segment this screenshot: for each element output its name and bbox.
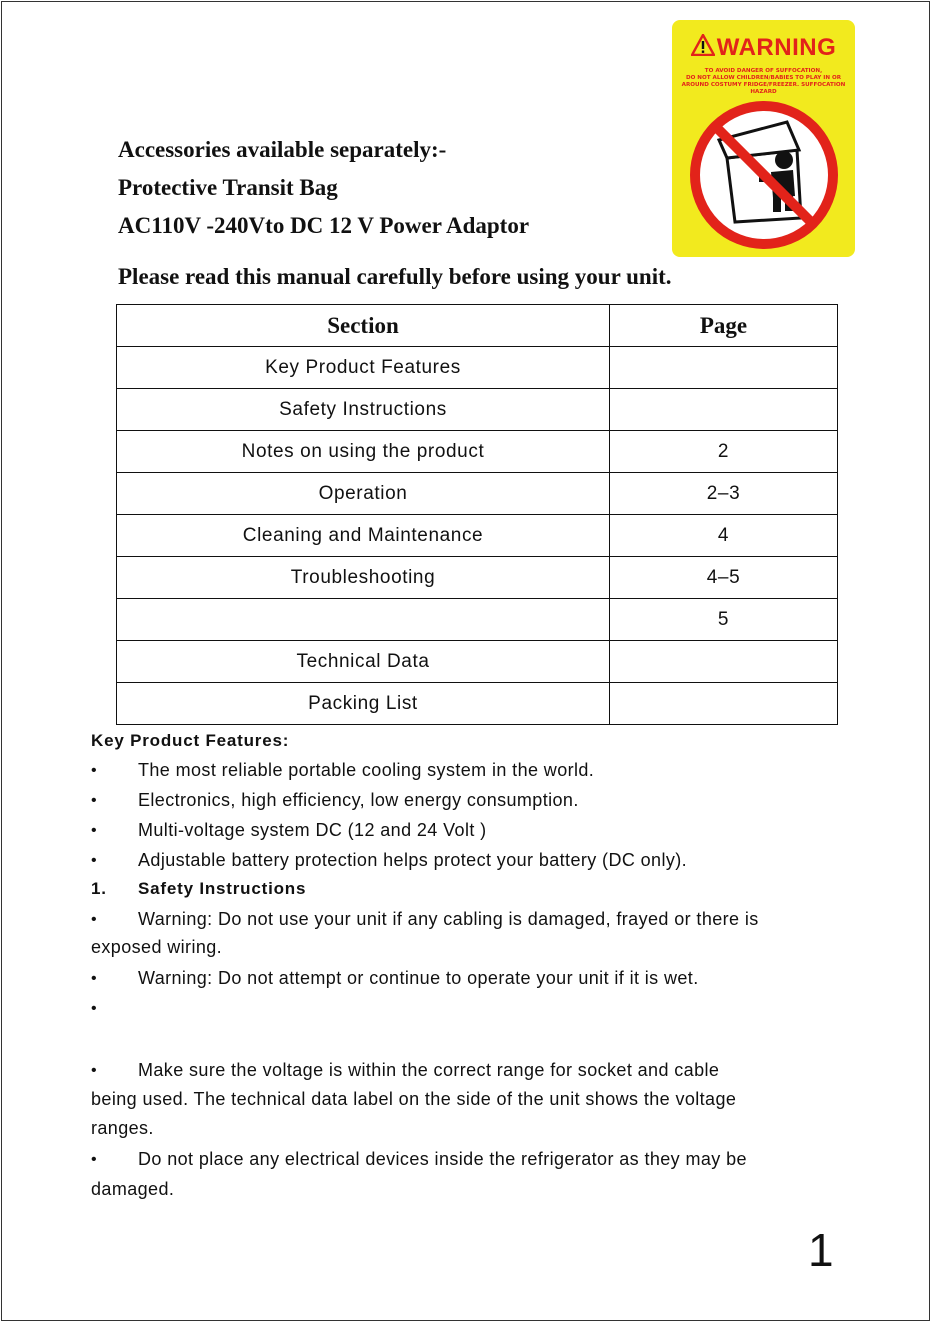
toc-page: 4–5 <box>610 557 838 599</box>
accessories-heading: Accessories available separately:- <box>118 137 447 162</box>
safety-item-line: ranges. <box>91 1118 154 1138</box>
toc-page: 4 <box>610 515 838 557</box>
toc-section: Safety Instructions <box>117 389 610 431</box>
read-manual-note: Please read this manual carefully before using your unit. <box>118 264 672 289</box>
toc-section: Notes on using the product <box>117 431 610 473</box>
safety-item-line: Do not place any electrical devices inside the refrigerator as they may be <box>138 1149 747 1169</box>
toc-section <box>117 599 610 641</box>
safety-number: 1. <box>91 879 107 898</box>
safety-item-line: Warning: Do not use your unit if any cabling is damaged, frayed or there is <box>138 909 759 929</box>
warning-triangle-icon <box>691 34 715 56</box>
bullet: • <box>91 970 97 987</box>
toc-section: Operation <box>117 473 610 515</box>
no-child-in-fridge-icon <box>689 100 839 250</box>
toc-page: 2 <box>610 431 838 473</box>
toc-page: 5 <box>610 599 838 641</box>
toc-page <box>610 641 838 683</box>
toc-row <box>117 473 838 515</box>
bullet: • <box>91 1062 97 1079</box>
feature-item: Multi-voltage system DC (12 and 24 Volt ) <box>138 820 487 840</box>
toc-page <box>610 389 838 431</box>
toc-section: Key Product Features <box>117 347 610 389</box>
safety-heading: Safety Instructions <box>138 879 307 898</box>
toc-page <box>610 683 838 725</box>
safety-item-line: Warning: Do not attempt or continue to operate your unit if it is wet. <box>138 968 699 988</box>
toc-row <box>117 431 838 473</box>
toc-section: Packing List <box>117 683 610 725</box>
bullet: • <box>91 911 97 928</box>
accessory-item: Protective Transit Bag <box>118 175 338 200</box>
accessory-item: AC110V -240Vto DC 12 V Power Adaptor <box>118 213 530 238</box>
toc-row <box>117 389 838 431</box>
safety-item-line: exposed wiring. <box>91 937 223 957</box>
toc-row <box>117 683 838 725</box>
toc-header-row <box>117 305 838 347</box>
toc-section: Technical Data <box>117 641 610 683</box>
safety-item-line: damaged. <box>91 1179 175 1199</box>
feature-item: Electronics, high efficiency, low energy consumption. <box>138 790 579 810</box>
bullet: • <box>91 852 97 869</box>
safety-item-line: Make sure the voltage is within the correct range for socket and cable <box>138 1060 720 1080</box>
bullet: • <box>91 1000 97 1017</box>
warning-title: WARNING <box>716 34 837 61</box>
table-of-contents <box>116 304 838 725</box>
bullet: • <box>91 762 97 779</box>
toc-row <box>117 515 838 557</box>
bullet: • <box>91 1151 97 1168</box>
warning-text-line: AROUND COSTUMY FRIDGE/FREEZER. SUFFOCATION HAZARD <box>681 82 846 95</box>
warning-text <box>676 68 851 96</box>
warning-text-line: DO NOT ALLOW CHILDREN/BABIES TO PLAY IN OR <box>685 75 842 81</box>
toc-row <box>117 641 838 683</box>
bullet: • <box>91 822 97 839</box>
bullet: • <box>91 792 97 809</box>
toc-row <box>117 557 838 599</box>
feature-item: The most reliable portable cooling system in the world. <box>138 760 595 780</box>
toc-section: Cleaning and Maintenance <box>117 515 610 557</box>
toc-row <box>117 599 838 641</box>
toc-page: 2–3 <box>610 473 838 515</box>
warning-text-line: TO AVOID DANGER OF SUFFOCATION, <box>704 68 823 74</box>
toc-page <box>610 347 838 389</box>
warning-heading <box>672 34 855 62</box>
safety-item-line: being used. The technical data label on the side of the unit shows the voltage <box>91 1089 737 1109</box>
warning-label <box>672 20 855 257</box>
toc-header-page: Page <box>610 305 838 347</box>
feature-item: Adjustable battery protection helps protect your battery (DC only). <box>138 850 688 870</box>
toc-row <box>117 347 838 389</box>
toc-header-section: Section <box>117 305 610 347</box>
key-features-heading: Key Product Features: <box>91 731 290 750</box>
toc-section: Troubleshooting <box>117 557 610 599</box>
page-number: 1 <box>808 1224 834 1276</box>
